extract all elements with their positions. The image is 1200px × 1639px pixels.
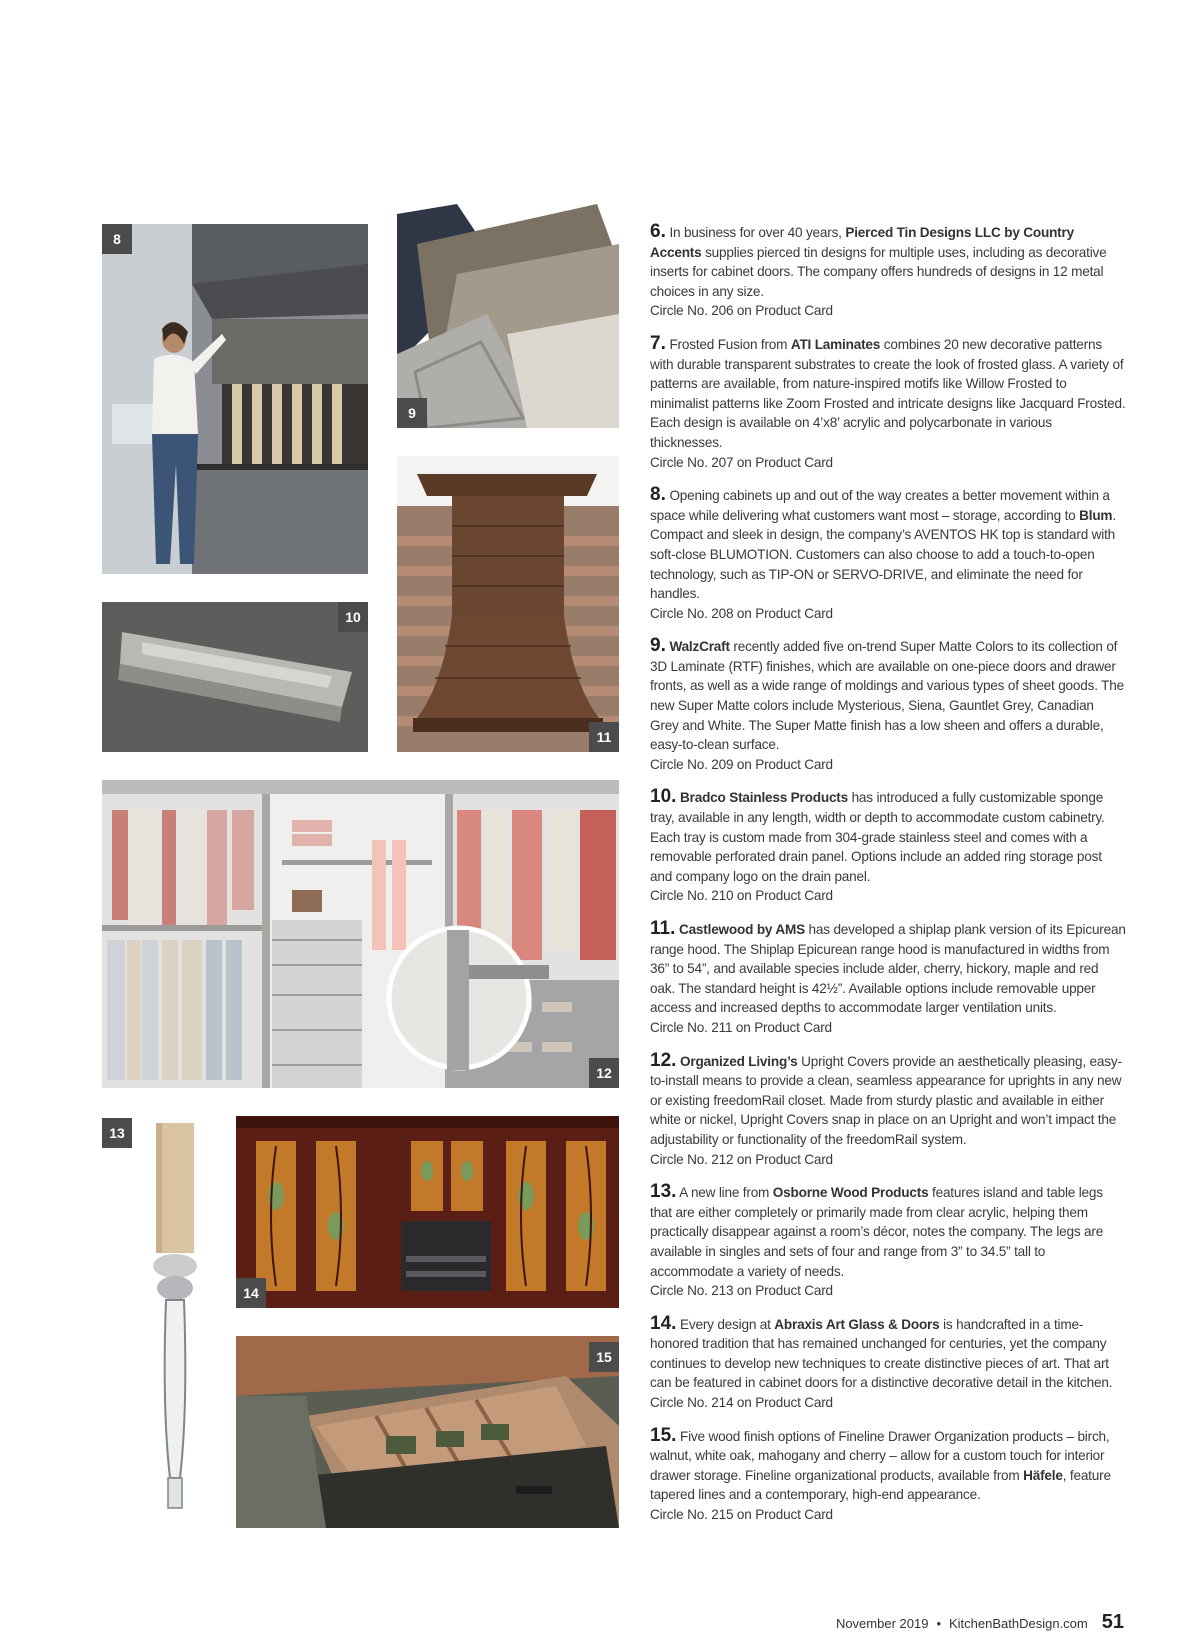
photo-badge: 9 (397, 398, 427, 428)
entry-brand: ATI Laminates (790, 336, 881, 352)
circle-number: Circle No. 209 on Product Card (650, 756, 833, 772)
circle-number: Circle No. 214 on Product Card (650, 1395, 833, 1411)
entry-body: . Compact and sleek in design, the company’s AVENTOS HK top is standard with soft-close BLUMOTION. Customers can also choose to add a touch-to-open technology, such as TIP-ON or SERVO-DRIVE, and eliminate the need for handles. (650, 507, 1116, 602)
issue-date: November 2019 (835, 1616, 929, 1631)
product-entry (650, 636, 1126, 774)
page-footer (836, 1611, 1124, 1634)
entry-body: is handcrafted in a time-honored tradition that has remained unchanged for centuries, yet the company continues to develop new techniques to create distinctive pieces of art. That art can be featured in cabinet doors for a distinctive decorative detail in the kitchen. (650, 1316, 1113, 1391)
entry-body: combines 20 new decorative patterns with durable transparent substrates to create the look of frosted glass. A variety of patterns are available, from nature-inspired motifs like Willow Frosted to minimalist patterns like Zoom Frosted and intricate designs like Jacquard Frosted. Each design is available on 4’x8’ acrylic and polycarbonate in various thicknesses. (650, 336, 1126, 450)
footer-separator: • (936, 1616, 941, 1631)
entry-intro: In business for over 40 years, (669, 225, 846, 240)
photo-drawer-organizer (236, 1336, 619, 1528)
entry-intro: Frosted Fusion from (669, 336, 791, 352)
entry-number: 12. (650, 1049, 677, 1071)
circle-number: Circle No. 208 on Product Card (650, 605, 833, 621)
product-entry (650, 1051, 1126, 1170)
photo-badge: 8 (102, 224, 132, 254)
circle-number: Circle No. 206 on Product Card (650, 303, 833, 319)
product-entry (650, 1182, 1126, 1301)
product-entry (650, 334, 1126, 472)
photo-badge: 10 (338, 602, 368, 632)
product-list (650, 222, 1126, 1538)
circle-number: Circle No. 211 on Product Card (650, 1019, 832, 1035)
entry-brand: Häfele (1023, 1467, 1063, 1483)
entry-number: 6. (650, 221, 666, 242)
product-entry (650, 787, 1126, 906)
circle-number: Circle No. 207 on Product Card (650, 454, 833, 470)
entry-body: , feature tapered lines and a contemporary, high-end appearance. (650, 1467, 1111, 1503)
entry-number: 15. (650, 1424, 677, 1446)
photo-badge: 15 (589, 1342, 619, 1372)
entry-intro: Five wood finish options of Fineline Drawer Organization products – birch, walnut, white oak, mahogany and cherry – allow for a custom touch for interior drawer storage. Fineline organizational products, available from (650, 1428, 1110, 1483)
entry-number: 9. (650, 635, 666, 657)
product-entry (650, 1426, 1126, 1525)
entry-body: has developed a shiplap plank version of its Epicurean range hood. The Shiplap Epicurean range hood is manufactured in widths from 36” to 54”, and available species include alder, cherry, hickory, maple and red oak. The standard height is 42½”. Available options include removable upper access and increased depths to accommodate larger ventilation units. (650, 922, 1126, 1016)
product-entry (650, 919, 1126, 1038)
entry-number: 8. (650, 484, 666, 506)
entry-body: recently added five on-trend Super Matte Colors to its collection of 3D Laminate (RTF) finishes, which are available on one-piece doors and drawer fronts, as well as a wide range of moldings and various types of sheet goods. The new Super Matte colors include Mysterious, Siena, Gauntlet Grey, Canadian Grey and White. The Super Matte finish has a low sheen and offers a durable, easy-to-clean surface. (650, 639, 1124, 753)
photo-acrylic-leg (140, 1118, 210, 1518)
entry-brand: Organized Living’s (680, 1053, 798, 1069)
entry-number: 13. (650, 1181, 677, 1203)
page-number: 51 (1101, 1611, 1124, 1633)
entry-intro: A new line from (679, 1185, 773, 1201)
photo-badge: 13 (102, 1118, 132, 1148)
entry-brand: Osborne Wood Products (772, 1185, 929, 1201)
product-entry (650, 222, 1126, 321)
website-link[interactable]: KitchenBathDesign.com (949, 1616, 1088, 1631)
product-entry (650, 485, 1126, 623)
photo-laminate-samples (397, 204, 619, 428)
entry-number: 14. (650, 1312, 677, 1334)
circle-number: Circle No. 213 on Product Card (650, 1283, 833, 1299)
entry-brand: WalzCraft (669, 639, 730, 655)
photo-range-hood (397, 456, 619, 752)
photo-lift-cabinet (102, 224, 368, 574)
entry-number: 11. (650, 918, 676, 939)
entry-body: supplies pierced tin designs for multiple uses, including as decorative inserts for cabinet doors. The company offers hundreds of designs in 12 metal choices in any size. (650, 244, 1107, 299)
entry-brand: Castlewood by AMS (678, 922, 805, 937)
entry-body: has introduced a fully customizable sponge tray, available in any length, width or depth to accommodate custom cabinetry. Each tray is custom made from 304-grade stainless steel and comes with a removable perforated drain panel. Options include an added ring storage post and company logo on the drain panel. (650, 790, 1105, 884)
entry-intro: Opening cabinets up and out of the way creates a better movement within a space while delivering what customers want most – storage, according to (650, 488, 1110, 523)
photo-badge: 12 (589, 1058, 619, 1088)
entry-brand: Bradco Stainless Products (680, 790, 848, 806)
photo-art-glass-doors (236, 1116, 619, 1308)
entry-brand: Abraxis Art Glass & Doors (774, 1316, 940, 1332)
circle-number: Circle No. 210 on Product Card (650, 888, 833, 904)
photo-badge: 14 (236, 1278, 266, 1308)
entry-intro: Every design at (680, 1316, 775, 1332)
entry-body: Upright Covers provide an aesthetically pleasing, easy-to-install means to provide a clean, seamless appearance for uprights in any new or existing freedomRail closet. Made from sturdy plastic and available in either white or nickel, Upright Covers snap in place on an Upright and won’t impact the adjustability or functionality of the freedomRail system. (650, 1053, 1122, 1147)
entry-brand: Pierced Tin Designs LLC by Country Accents (650, 225, 1074, 260)
photo-sponge-tray (102, 602, 368, 752)
entry-number: 10. (650, 786, 677, 808)
entry-body: features island and table legs that are either completely or primarily made from clear acrylic, helping them practically disappear against a room’s décor, notes the company. The legs are available in singles and sets of four and range from 3” to 34.5” tall to accommodate a variety of needs. (650, 1185, 1104, 1279)
entry-brand: Blum (1079, 507, 1113, 523)
circle-number: Circle No. 212 on Product Card (650, 1151, 833, 1167)
circle-number: Circle No. 215 on Product Card (650, 1507, 833, 1523)
product-entry (650, 1314, 1126, 1413)
photo-badge: 11 (589, 722, 619, 752)
photo-closet-system (102, 780, 619, 1088)
entry-number: 7. (650, 332, 666, 354)
